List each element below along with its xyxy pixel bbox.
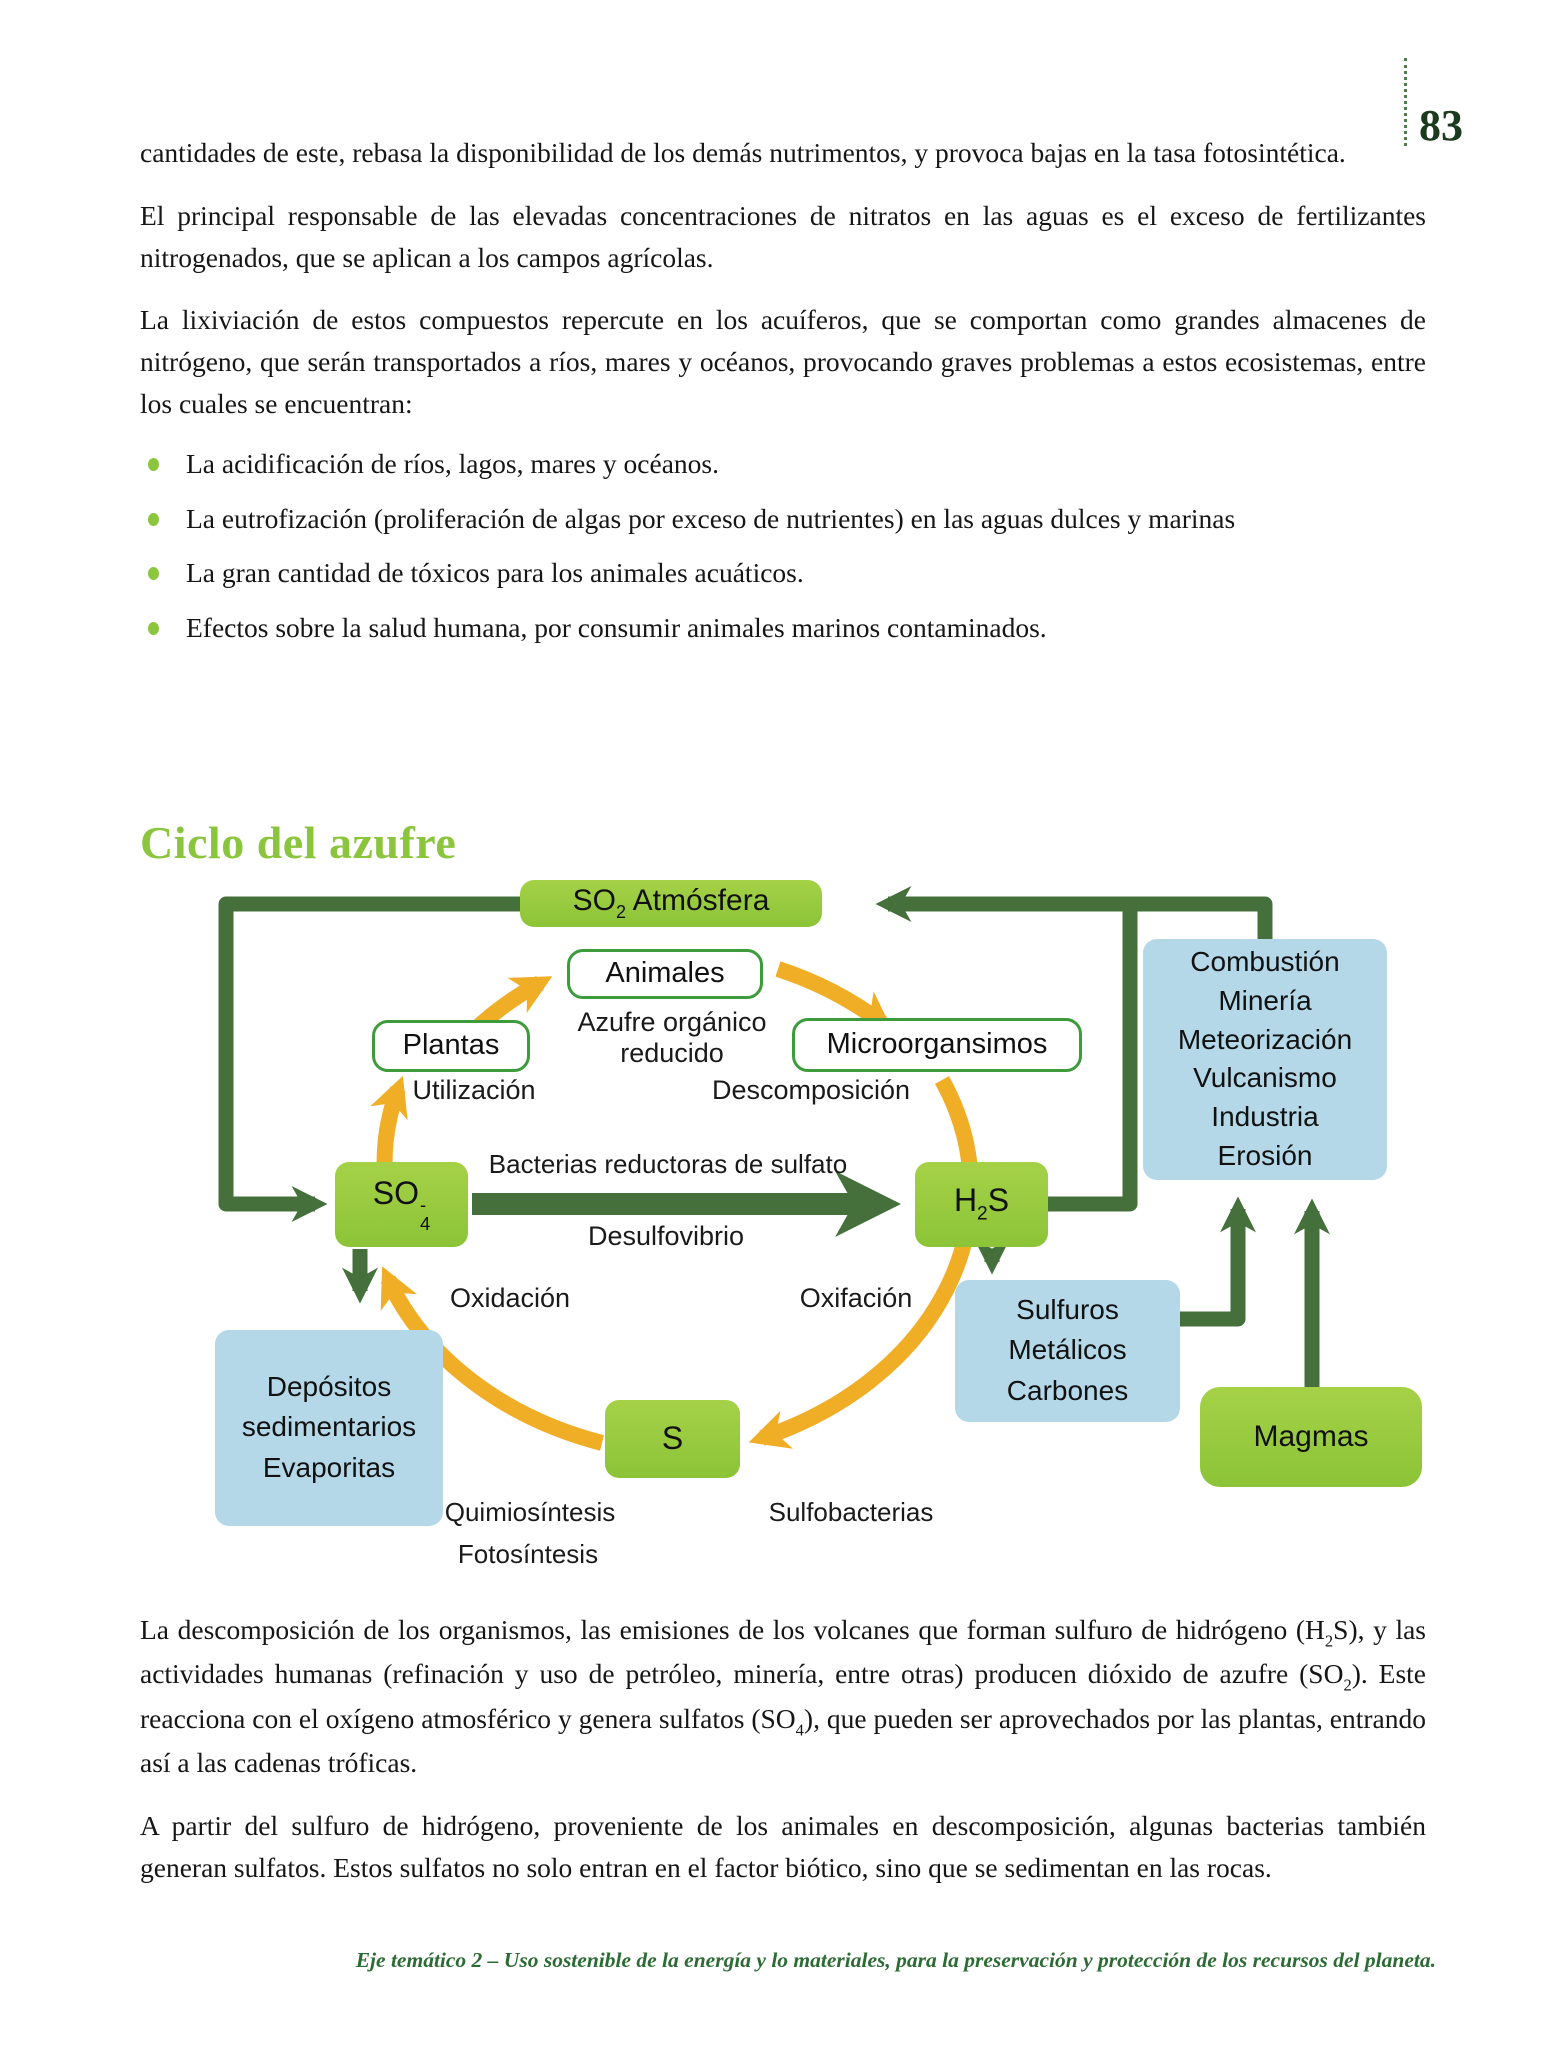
node-s: S	[605, 1400, 740, 1478]
footer-theme-line: Eje temático 2 – Uso sostenible de la energía y lo materiales, para la preservación y protección de los recursos del planeta.	[355, 1948, 1436, 1972]
paragraph: cantidades de este, rebasa la disponibilidad de los demás nutrimentos, y provoca bajas en la tasa fotosintética.	[140, 137, 1346, 168]
label-oxidacion: Oxidación	[449, 1282, 571, 1313]
node-microorganismos: Microorgansimos	[792, 1018, 1082, 1072]
paragraph: La lixiviación de estos compuestos repercute en los acuíferos, que se comportan como grandes almacenes de nitrógeno, que serán transportados a ríos, mares y océanos, provocando graves problemas a estos ecosistemas, entre los cuales se encuentran:	[140, 304, 1426, 419]
list-item: Efectos sobre la salud humana, por consumir animales marinos contaminados.	[140, 610, 1426, 646]
node-so4: SO - 4	[335, 1162, 468, 1247]
bullet-icon	[148, 458, 159, 471]
node-combustion: Combustión Minería Meteorización Vulcanismo Industria Erosión	[1143, 939, 1387, 1180]
sulfur-cycle-diagram	[0, 877, 1564, 1609]
arrow-animales-to-micro	[778, 969, 882, 1023]
label-fotosintesis: Fotosíntesis	[457, 1538, 599, 1569]
node-magmas: Magmas	[1200, 1387, 1422, 1487]
node-h2s: $H_2S$	[915, 1162, 1048, 1247]
label-quimiosintesis: Quimiosíntesis	[444, 1496, 616, 1527]
list-item: La acidificación de ríos, lagos, mares y océanos.	[140, 446, 1426, 482]
label-descomposicion: Descomposición	[711, 1074, 911, 1105]
bullet-icon	[148, 513, 159, 526]
label-desulfovibrio: Desulfovibrio	[587, 1220, 745, 1251]
list-item: La gran cantidad de tóxicos para los animales acuáticos.	[140, 555, 1426, 591]
bullet-icon	[148, 567, 159, 580]
label-oxifacion: Oxifación	[799, 1282, 913, 1313]
node-so2-atmosfera: $SO_2$ Atmósfera	[520, 880, 822, 927]
label-utilizacion: Utilización	[412, 1074, 536, 1105]
text-column	[140, 0, 1426, 1910]
node-depositos: Depósitos sedimentarios Evaporitas	[215, 1330, 443, 1526]
node-animales: Animales	[567, 949, 763, 999]
page-number: 83	[1419, 101, 1463, 151]
bullet-icon	[148, 622, 159, 635]
label-sulfobacterias: Sulfobacterias	[768, 1496, 934, 1527]
node-sulfuros: Sulfuros Metálicos Carbones	[955, 1280, 1180, 1422]
paragraph: El principal responsable de las elevadas concentraciones de nitratos en las aguas es el exceso de fertilizantes nitrogenados, que se aplican a los campos agrícolas.	[140, 199, 1426, 273]
section-heading: Ciclo del azufre	[140, 816, 457, 868]
list-item: La eutrofización (proliferación de algas por exceso de nutrientes) en las aguas dulces y marinas	[140, 501, 1426, 537]
arrow-sulfuros-to-combustion	[1180, 1209, 1238, 1319]
label-azufre-organico: Azufre orgánico reducido	[577, 1006, 767, 1068]
paragraph: La descomposición de los organismos, las emisiones de los volcanes que forman sulfuro de hidrógeno $(H_2S)$, y las actividades humanas (refinación y uso de petróleo, minería, entre otras) producen dióxido de azufre $(SO_2)$. Este reacciona con el oxígeno atmosférico y genera sulfatos $(SO_4)$, que pueden ser aprovechados por las plantas, entrando así a las cadenas tróficas.	[140, 1613, 1427, 1779]
bullet-list	[140, 446, 1426, 646]
label-bacterias: Bacterias reductoras de sulfato	[488, 1148, 848, 1179]
node-plantas: Plantas	[372, 1020, 530, 1072]
arrow-micro-to-s	[762, 1080, 971, 1438]
paragraph: A partir del sulfuro de hidrógeno, proveniente de los animales en descomposición, algunas bacterias también generan sulfatos. Estos sulfatos no solo entran en el factor biótico, sino que se sedimentan en las rocas.	[140, 1810, 1426, 1883]
